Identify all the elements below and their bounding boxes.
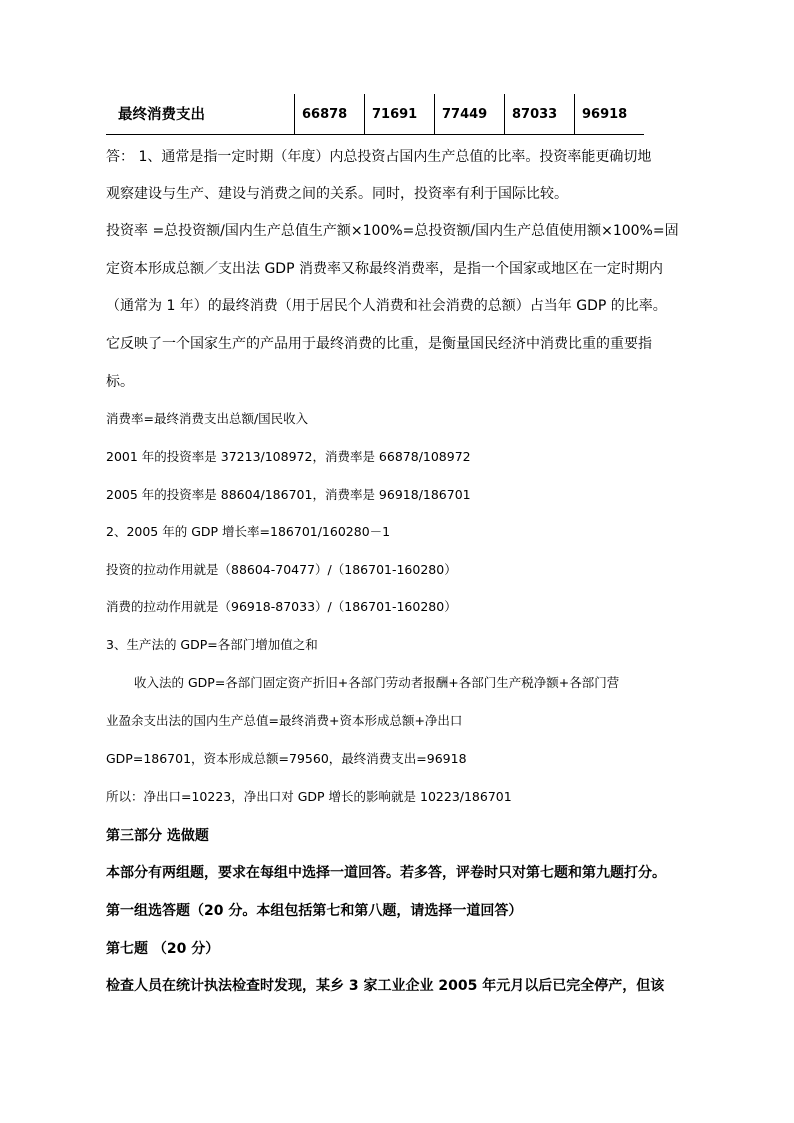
formula-line: GDP=186701，资本形成总额=79560，最终消费支出=96918 (106, 751, 467, 766)
table-divider (434, 94, 435, 134)
answer-line: 定资本形成总额／支出法 GDP 消费率又称最终消费率，是指一个国家或地区在一定时期内 (106, 261, 663, 277)
question-text: 检查人员在统计执法检查时发现，某乡 3 家工业企业 2005 年元月以后已完全停产，但该 (106, 978, 665, 994)
answer-line: 答： 1、通常是指一定时期（年度）内总投资占国内生产总值的比率。投资率能更确切地 (106, 149, 652, 165)
table-divider (294, 94, 295, 134)
formula-line: 2005 年的投资率是 88604/186701，消费率是 96918/186701 (106, 487, 471, 502)
table-cell: 71691 (372, 107, 418, 122)
table-divider (504, 94, 505, 134)
formula-line: 2、2005 年的 GDP 增长率=186701/160280－1 (106, 524, 391, 539)
formula-line: 消费的拉动作用就是（96918-87033）/（186701-160280） (106, 599, 457, 614)
formula-line: 收入法的 GDP=各部门固定资产折旧+各部门劳动者报酬+各部门生产税净额+各部门营 (134, 675, 620, 690)
table-cell: 87033 (512, 107, 558, 122)
consumption-table-row (106, 94, 644, 135)
formula-line: 业盈余支出法的国内生产总值=最终消费+资本形成总额+净出口 (106, 713, 463, 728)
table-cell: 96918 (582, 107, 628, 122)
answer-line: 标。 (106, 374, 134, 390)
table-cell: 66878 (302, 107, 348, 122)
answer-line: （通常为 1 年）的最终消费（用于居民个人消费和社会消费的总额）占当年 GDP 的比率。 (106, 298, 667, 314)
row-label: 最终消费支出 (118, 107, 205, 123)
instruction-line: 本部分有两组题，要求在每组中选择一道回答。若多答，评卷时只对第七题和第九题打分。 (106, 865, 666, 881)
section-heading: 第三部分 选做题 (106, 828, 209, 844)
table-divider (364, 94, 365, 134)
formula-line: 所以：净出口=10223，净出口对 GDP 增长的影响就是 10223/186701 (106, 789, 512, 804)
table-divider (574, 94, 575, 134)
table-cell: 77449 (442, 107, 488, 122)
formula-line: 2001 年的投资率是 37213/108972，消费率是 66878/108972 (106, 449, 471, 464)
formula-line: 消费率=最终消费支出总额/国民收入 (106, 411, 309, 426)
answer-line: 投资率 =总投资额/国内生产总值生产额×100%=总投资额/国内生产总值使用额×100%=固 (106, 223, 679, 239)
formula-line: 投资的拉动作用就是（88604-70477）/（186701-160280） (106, 562, 457, 577)
answer-line: 它反映了一个国家生产的产品用于最终消费的比重，是衡量国民经济中消费比重的重要指 (106, 336, 652, 352)
group-heading: 第一组选答题（20 分。本组包括第七和第八题，请选择一道回答） (106, 903, 523, 919)
answer-line: 观察建设与生产、建设与消费之间的关系。同时，投资率有利于国际比较。 (106, 186, 568, 202)
question-heading: 第七题 （20 分） (106, 941, 220, 957)
formula-line: 3、生产法的 GDP=各部门增加值之和 (106, 637, 318, 652)
